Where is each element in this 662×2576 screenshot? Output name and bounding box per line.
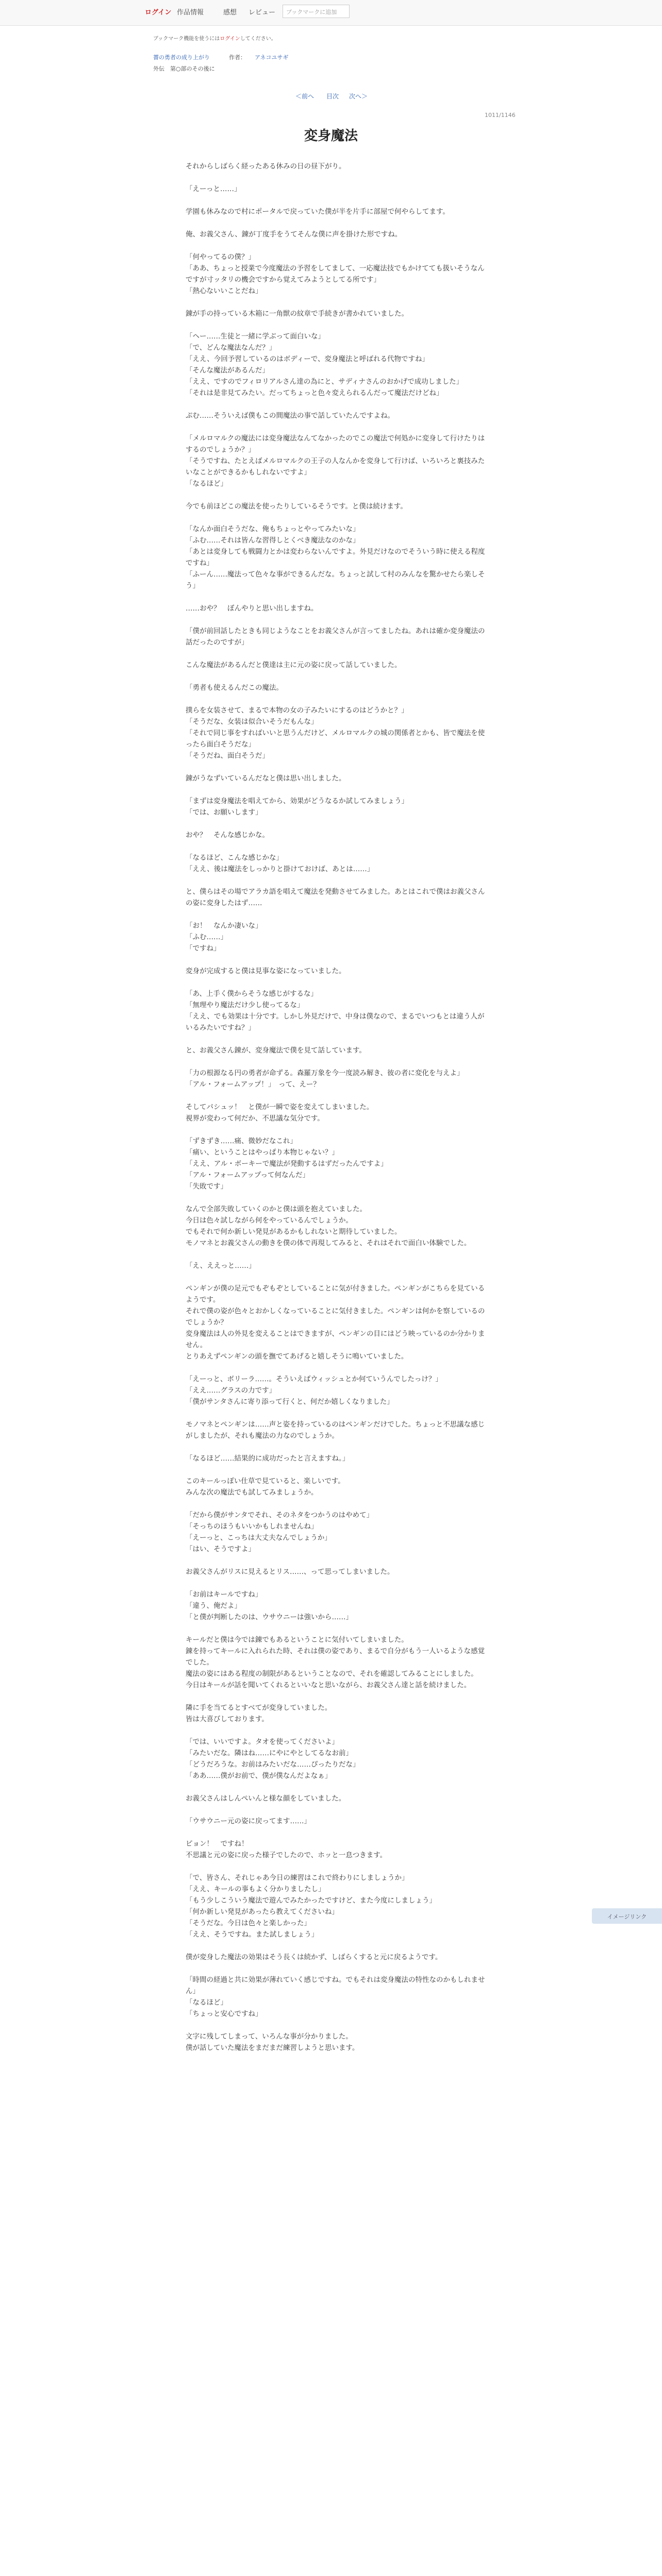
paragraph: ……おや？ ぼんやりと思い出しますね。 xyxy=(186,604,318,613)
paragraph: 「お前はキールですね」 「違う、俺だよ」 「と僕が判断したのは、ウサウニーは強いから……」 xyxy=(186,1590,353,1621)
notice-prefix: ブックマーク機能を使うには xyxy=(153,36,220,42)
toc-link[interactable]: 目次 xyxy=(326,93,339,100)
paragraph: 「あ、上手く僕からそうな感じがするな」 「無理やり魔法だけ少し使ってるな」 「ええ、でも効果は十分です。しかし外見だけで、中身は僕なので、まるでいつもとは違う人がいるみたいですね？」 xyxy=(186,990,485,1032)
top-bar xyxy=(0,0,662,26)
notice-suffix: してください。 xyxy=(240,36,276,42)
paragraph: モノマネとペンギンは……声と姿を持っているのはペンギンだけでした。ちょっと不思議な感じがしましたが、それも魔法の力なのでしょうか。 xyxy=(186,1420,485,1440)
paragraph: おや？ そんな感じかな。 xyxy=(186,831,269,839)
author-label: 作者： xyxy=(229,54,246,61)
breadcrumb-subtitle: 外伝 第○部のその後に xyxy=(153,65,215,72)
paragraph: 「何やってるの僕？」 「ああ、ちょっと授業で今度魔法の予習をしてまして、一応魔法技でもかけてても扱いそうなんですが寸ッタリの機会ですから覚えてみようとしてる所です」 「熱心ないいことだね」 xyxy=(186,253,485,295)
paragraph: 隣に手を当てるとすべてが変身していました。 皆は大喜びしております。 xyxy=(186,1704,332,1723)
paragraph: 「ヘー……生徒と一緒に学ぶって面白いな」 「で、どんな魔法なんだ？」 「ええ、今回予習しているのはボディーで、変身魔法と呼ばれる代物ですね」 「そんな魔法があるんだ」 「ええ、ですのでフィロリアルさん達の為にと、サディナさんのおかげで成功しました」 「それは是非見てみたい。だってちょっと色々変えられるんだって魔法だけどね」 xyxy=(186,332,464,397)
nav-reviews[interactable]: レビュー xyxy=(249,9,276,16)
paragraph: お義父さんはしんぺいんと様な顔をしていました。 xyxy=(186,1794,346,1803)
paragraph: ぷむ……そういえば僕もこの間魔法の事で話していたんですよね。 xyxy=(186,412,394,420)
paragraph: 「ウサウニー元の姿に戻ってます……」 xyxy=(186,1817,311,1825)
nav-works-info[interactable]: 作品情報 xyxy=(177,9,204,16)
paragraph: 僕が変身した魔法の効果はそう長くは続かず、しばらくすると元に戻るようです。 xyxy=(186,1953,442,1961)
notice-login-link[interactable]: ログイン xyxy=(220,36,240,42)
nav-impressions[interactable]: 感想 xyxy=(223,9,237,16)
paragraph: ピョン！ ですね！ 不思議と元の姿に戻った様子でしたので、ホッと一息つきます。 xyxy=(186,1840,387,1859)
paragraph: 「で、皆さん、それじゃあ今日の練習はこれで終わりにしましょうか」 「ええ、キールの事もよく分かりましたし」 「もう少しこういう魔法で遊んでみたかったですけど、また今度にしましょう」 「何か新しい発見があったら教えてくださいね」 「そうだな。今日は色々と楽しかった」 「ええ、そうですね。また試しましょう」 xyxy=(186,1874,436,1939)
paragraph: 「え、ええっと……」 xyxy=(186,1262,256,1270)
paragraph: こんな魔法があるんだと僕達は主に元の姿に戻って話していました。 xyxy=(186,661,402,669)
bookmark-add-button[interactable]: ブックマークに追加 xyxy=(283,5,350,18)
paragraph: お義父さんがリスに見えるとリス……、って思ってしまいました。 xyxy=(186,1568,394,1576)
paragraph: 「えーっと……」 xyxy=(186,185,241,193)
paragraph: 「力の根源なる円の勇者が命ずる。森羅万象を今一度読み解き、彼の者に変化を与えよ」 「アル・フォームアップ！」 って、えー？ xyxy=(186,1069,464,1089)
paragraph: 文字に残してしまって、いろんな事が分かりました。 僕が話していた魔法をまだまだ練習しようと思います。 xyxy=(186,2032,359,2052)
next-page-link[interactable]: 次へ＞ xyxy=(349,93,368,100)
image-link-button[interactable]: イメージリンク xyxy=(592,1908,662,1924)
paragraph: このキールっぽい仕草で見ていると、楽しいです。 みんな次の魔法でも試してみましょうか。 xyxy=(186,1477,345,1497)
page-number: 1011/1146 xyxy=(485,112,516,118)
paragraph: 「ずきずき……痛、微妙だなこれ」 「痛い、ということはやっぱり本物じゃない？」 「ええ、アル・ボーキーで魔法が発動するはずだったんですよ」 「アル・フォームアップって何なんだ」 「失敗です」 xyxy=(186,1137,388,1191)
paragraph: キールだと僕は今では錬でもあるということに気付いてしまいました。 錬を持ってキールに入れられた時、それは僕の姿であり、まるで自分がもう一人いるような感覚でした。 魔法の姿にはある程度の制限があるということなので、それを確認してみることにしました。 今日はキールが話を聞いてくれるといいなと思いながら、お義父さん達と話を続けました。 xyxy=(186,1636,485,1689)
paragraph: 「メルロマルクの魔法には変身魔法なんてなかったのでこの魔法で何処かに変身して行けたりはするのでしょうか？」 「そうですね、たとえばメルロマルクの王子の人なんかを変身して行けば、いろいろと裏技みたいなことができるかもしれないですよ」 「なるほど」 xyxy=(186,434,485,488)
paragraph: 錬が手の持っている木箱に一角獣の紋章で手続きが書かれていました。 xyxy=(186,310,408,318)
paragraph: 「時間の経過と共に効果が薄れていく感じですね。でもそれは変身魔法の特性なのかもしれません」 「なるほど」 「ちょっと安心ですね」 xyxy=(186,1976,485,2018)
paragraph: と、お義父さん錬が、変身魔法で僕を見て話しています。 xyxy=(186,1046,366,1055)
paragraph: それからしばらく経ったある休みの日の昼下がり。 xyxy=(186,162,346,171)
paragraph: 「お！ なんか凄いな」 「ふむ……」 「ですね」 xyxy=(186,922,262,953)
paragraph: 「なるほど、こんな感じかな」 「ええ、後は魔法をしっかりと掛けておけば、あとは……」 xyxy=(186,854,374,873)
paragraph: そしてパシュッ！ と僕が一瞬で姿を変えてしまいました。 視界が変わって何だか、不思議な気分です。 xyxy=(186,1103,374,1123)
paragraph: 「だから僕がサンタでそれ、そのネタをつかうのはやめて」 「そっちのほうもいいかもしれませんね」 「えーっと、こっちは大丈夫なんでしょうか」 「はい、そうですよ」 xyxy=(186,1511,374,1553)
paragraph: 今でも前ほどこの魔法を使ったりしているそうです。と僕は続けます。 xyxy=(186,502,407,511)
paragraph: 「勇者も使えるんだこの魔法。 xyxy=(186,684,283,692)
chapter-body xyxy=(186,161,490,2065)
breadcrumb-series-link[interactable]: 薔の勇者の成り上がり xyxy=(153,54,210,61)
paragraph: 「えーっと、ボリーラ……。そういえばウィッシュとか何ていうんでしたっけ？」 「ええ……グラスの力です」 「僕がサンタさんに寄り添って行くと、何だか嬉しくなりました」 xyxy=(186,1375,442,1406)
paragraph: なんで全部失敗していくのかと僕は頭を抱えていました。 今日は色々試しながら何をやっているんでしょうか。 でもそれで何か新しい発見があるかもしれないと期待していました。 モノマネとお義父さんの動きを僕の体で再現してみると、それはそれで面白い体験でした。 xyxy=(186,1205,471,1247)
login-notice xyxy=(153,34,276,42)
paragraph: 「なるほど……結果的に成功だったと言えますね。」 xyxy=(186,1454,350,1463)
paragraph: 錬がうなずいているんだなと僕は思い出しました。 xyxy=(186,774,346,783)
paragraph: 変身が完成すると僕は見事な姿になっていました。 xyxy=(186,967,346,975)
chapter-title: 変身魔法 xyxy=(304,128,358,144)
paragraph: 「僕が前回話したときも同じようなことをお義父さんが言ってましたね。あれは確か変身魔法の話だったのですが」 xyxy=(186,627,485,647)
paragraph: 「まずは変身魔法を唱えてから、効果がどうなるか試してみましょう」 「では、お願いします」 xyxy=(186,797,408,817)
paragraph: ペンギンが僕の足元でもぞもぞとしていることに気が付きました。ペンギンがこちらを見ているようです。 それで僕の姿が色々とおかしくなっていることに気付きました。ペンギンは何かを察しているのでしょうか？ 変身魔法は人の外見を変えることはできますが、ペンギンの目にはどう映っているのか分かりません。 とりあえずペンギンの頭を撫でてあげると嬉しそうに鳴いていました。 xyxy=(186,1284,485,1361)
author-link[interactable]: アネコユサギ xyxy=(255,54,289,61)
paragraph: 「なんか面白そうだな、俺もちょっとやってみたいな」 「ふむ……それは皆んな習得しとくべき魔法なのかな」 「あとは変身しても戦闘力とかは変わらないんですよ。外見だけなのでそういう時に使える程度ですね」 「ふーん……魔法って色々な事ができるんだな。ちょっと試して村のみんなを驚かせたら楽しそう」 xyxy=(186,525,485,590)
paragraph: 撲らを女装させて、まるで本物の女の子みたいにするのはどうかと？」 「そうだな、女装は似合いそうだもんな」 「それで同じ事をすればいいと思うんだけど、メルロマルクの城の関係者とかも、皆で魔法を使ったら面白そうだな」 「そうだね、面白そうだ」 xyxy=(186,706,485,760)
paragraph: 「では、いいですよ。タオを使ってくださいよ」 「みたいだな。隣はね……にやにやとしてるなお前」 「どうだろうな。お前はみたいだな……ぴったりだな」 「ああ……僕がお前で、僕が僕なんだよなぁ」 xyxy=(186,1738,360,1780)
paragraph: と、僕らはその場でアラカ語を唱えて魔法を発動させてみました。あとはこれで僕はお義父さんの姿に変身したはず…… xyxy=(186,888,485,907)
prev-page-link[interactable]: ＜前へ xyxy=(295,93,315,100)
paragraph: 学園も休みなので村にポータルで戻っていた僕が半を片手に部屋で何やらしてます。 xyxy=(186,208,450,216)
login-button[interactable]: ログイン xyxy=(145,9,172,16)
paragraph: 俺、お義父さん、錬が丁度手をうてそんな僕に声を掛けた形ですね。 xyxy=(186,230,402,239)
